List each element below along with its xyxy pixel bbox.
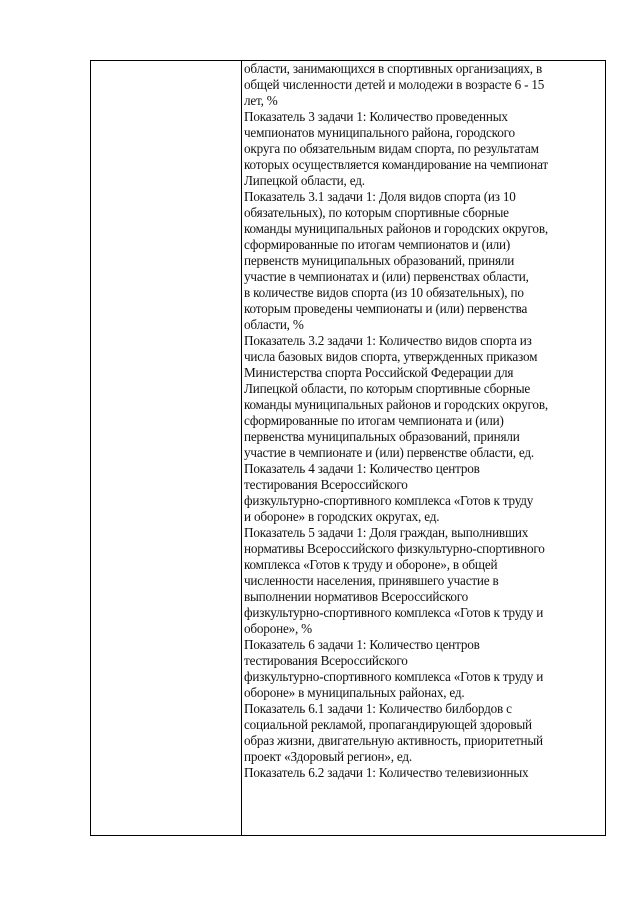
text-line: обороне» в муниципальных районах, ед. — [244, 685, 465, 700]
text-line: Показатель 6.2 задачи 1: Количество телевизионных — [244, 765, 529, 780]
text-line: Липецкой области, по которым спортивные сборные — [244, 381, 531, 396]
text-line: проект «Здоровый регион», ед. — [244, 749, 412, 764]
text-line: общей численности детей и молодежи в возрасте 6 - 15 — [244, 77, 545, 92]
text-line: округа по обязательным видам спорта, по результатам — [244, 141, 539, 156]
text-line: Показатель 6.1 задачи 1: Количество билбордов с — [244, 701, 512, 716]
document-table — [90, 60, 606, 836]
table-right-column — [242, 61, 605, 835]
text-line: области, % — [244, 317, 304, 332]
text-line: лет, % — [244, 93, 278, 108]
text-line: первенства муниципальных образований, приняли — [244, 429, 520, 444]
text-line: выполнении нормативов Всероссийского — [244, 589, 469, 604]
text-line: Показатель 3.2 задачи 1: Количество видов спорта из — [244, 333, 532, 348]
text-line: сформированные по итогам чемпионатов и (или) — [244, 237, 511, 252]
text-line: чемпионатов муниципального района, городского — [244, 125, 515, 140]
text-line: и обороне» в городских округах, ед. — [244, 509, 440, 524]
text-line: Показатель 6 задачи 1: Количество центров — [244, 637, 480, 652]
table-left-column — [91, 61, 242, 835]
text-line: тестирования Всероссийского — [244, 653, 408, 668]
text-line: команды муниципальных районов и городских округов, — [244, 397, 548, 412]
text-line: первенств муниципальных образований, приняли — [244, 253, 515, 268]
text-line: образ жизни, двигательную активность, приоритетный — [244, 733, 543, 748]
text-line: в количестве видов спорта (из 10 обязательных), по — [244, 285, 524, 300]
text-line: тестирования Всероссийского — [244, 477, 408, 492]
text-line: которых осуществляется командирование на чемпионат — [244, 157, 548, 172]
text-line: физкультурно-спортивного комплекса «Готов к труду — [244, 493, 534, 508]
text-line: области, занимающихся в спортивных организациях, в — [244, 61, 542, 76]
text-line: которым проведены чемпионаты и (или) первенства — [244, 301, 528, 316]
text-line: обороне», % — [244, 621, 312, 636]
text-line: участие в чемпионате и (или) первенстве области, ед. — [244, 445, 535, 460]
text-line: участие в чемпионатах и (или) первенствах области, — [244, 269, 529, 284]
text-line: нормативы Всероссийского физкультурно-спортивного — [244, 541, 545, 556]
text-line: сформированные по итогам чемпионата и (или) — [244, 413, 504, 428]
text-line: комплекса «Готов к труду и обороне», в общей — [244, 557, 498, 572]
text-line: Показатель 3.1 задачи 1: Доля видов спорта (из 10 — [244, 189, 516, 204]
text-line: Показатель 5 задачи 1: Доля граждан, выполнивших — [244, 525, 529, 540]
text-line: численности населения, принявшего участие в — [244, 573, 499, 588]
text-line: физкультурно-спортивного комплекса «Готов к труду и — [244, 605, 544, 620]
text-line: Липецкой области, ед. — [244, 173, 365, 188]
text-line: команды муниципальных районов и городских округов, — [244, 221, 548, 236]
text-line: Министерства спорта Российской Федерации для — [244, 365, 514, 380]
text-line: социальной рекламой, пропагандирующей здоровый — [244, 717, 532, 732]
text-line: Показатель 3 задачи 1: Количество проведенных — [244, 109, 508, 124]
text-line: числа базовых видов спорта, утвержденных приказом — [244, 349, 538, 364]
text-line: физкультурно-спортивного комплекса «Готов к труду и — [244, 669, 544, 684]
text-line: обязательных), по которым спортивные сборные — [244, 205, 509, 220]
text-line: Показатель 4 задачи 1: Количество центров — [244, 461, 480, 476]
